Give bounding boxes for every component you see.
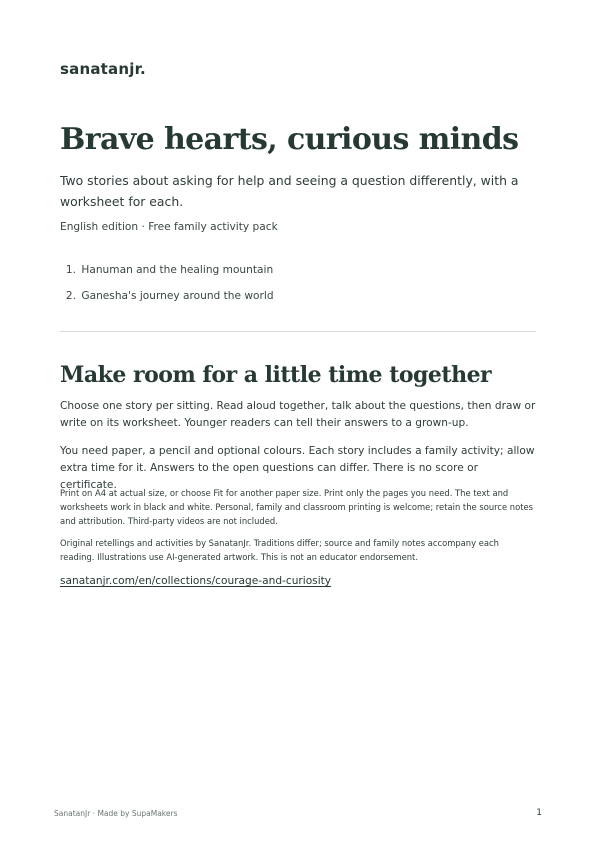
section-paragraph: You need paper, a pencil and optional colours. Each story includes a family activity; allow extra time for it. Answers to the open questions can differ. There is no score or certificate. bbox=[60, 445, 535, 491]
attribution-note: Original retellings and activities by SanatanJr. Traditions differ; source and family notes accompany each reading. Illustrations use AI-generated artwork. This is not an educator endorsement. bbox=[60, 538, 499, 562]
section-divider bbox=[60, 331, 536, 332]
page-number: 1 bbox=[536, 808, 542, 818]
section-paragraph: Choose one story per sitting. Read aloud together, talk about the questions, then draw or write on its worksheet. Younger readers can tell their answers to a grown-up. bbox=[60, 400, 536, 429]
toc-item bbox=[60, 262, 274, 288]
brand-logo: sanatanjr. bbox=[60, 60, 146, 78]
toc-item bbox=[60, 288, 274, 314]
footer-credit: SanatanJr · Made by SupaMakers bbox=[54, 809, 178, 818]
collection-link[interactable]: sanatanjr.com/en/collections/courage-and-curiosity bbox=[60, 575, 332, 587]
print-note: Print on A4 at actual size, or choose Fit for another paper size. Print only the pages you need. The text and worksheets work in black and white. Personal, family and classroom printing is welcome; retain the source notes and attribution. Third-party videos are not included. bbox=[60, 488, 534, 526]
toc-item-label: Hanuman and the healing mountain bbox=[81, 264, 274, 276]
edition-label: English edition · Free family activity pack bbox=[60, 221, 278, 233]
table-of-contents bbox=[60, 262, 274, 314]
page-subtitle: Two stories about asking for help and seeing a question differently, with a worksheet for each. bbox=[60, 173, 519, 209]
toc-item-number: 1. bbox=[65, 264, 76, 276]
toc-item-number: 2. bbox=[65, 290, 76, 302]
section-title: Make room for a little time together bbox=[60, 362, 492, 388]
toc-item-label: Ganesha's journey around the world bbox=[81, 290, 274, 302]
page-title: Brave hearts, curious minds bbox=[60, 122, 519, 157]
